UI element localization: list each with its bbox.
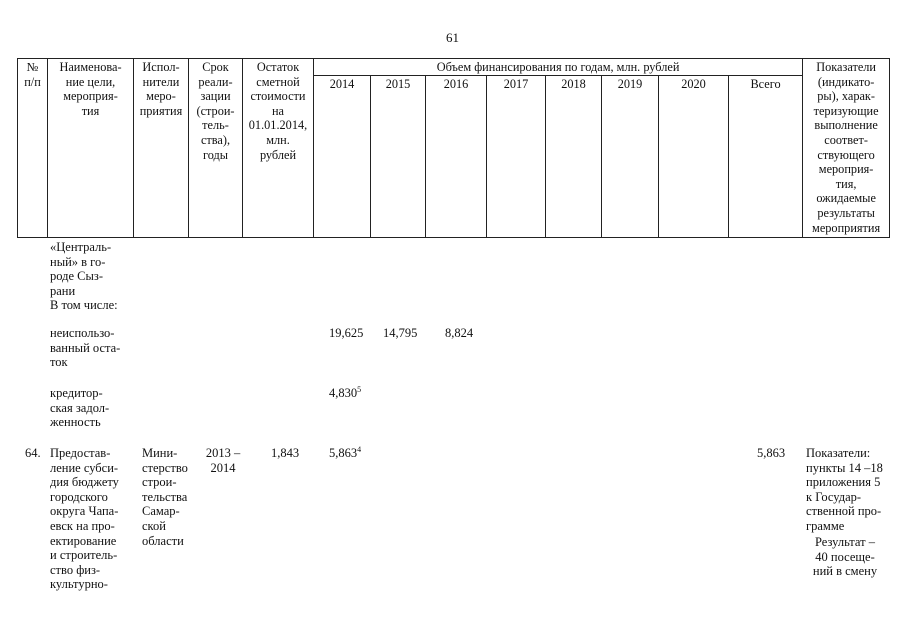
header-col-remainder: Остаток сметной стоимости на 01.01.2014, млн. рублей [243,59,314,238]
page-number: 61 [446,30,459,45]
header-col-indicators: Показатели (индикато- ры), харак- теризующие выполнение соответ- ствующего мероприя- тия, ожидаемые результаты мероприятия [803,59,890,238]
unused-2015-value: 14,795 [383,326,418,340]
header-col-name: Наименова- ние цели, мероприя- тия [48,59,134,238]
footnote-marker: 5 [357,384,362,394]
row-64-total: 5,863 [757,446,786,460]
header-year-2018: 2018 [546,75,602,237]
header-col-financing: Объем финансирования по годам, млн. рублей [314,59,803,76]
header-year-2015: 2015 [371,75,426,237]
row-64-indicators: Показатели: пункты 14 –18 приложения 5 к Государ- ственной про- грамме [806,446,883,533]
header-col-term: Срок реали- зации (строи- тель- ства), годы [189,59,243,238]
row-64-executor: Мини- стерство строи- тельства Самар- ской области [142,446,188,548]
header-year-2019: 2019 [602,75,659,237]
row-64-term: 2013 – 2014 [205,446,241,475]
creditor-debt-name: кредитор- ская задол- женность [50,386,110,430]
header-year-2017: 2017 [487,75,546,237]
header-year-2016: 2016 [426,75,487,237]
header-year-2014: 2014 [314,75,371,237]
unused-2016-value: 8,824 [445,326,474,340]
unused-remainder-name: неиспользо- ванный оста- ток [50,326,121,370]
row-64-name: Предостав- ление субси- дия бюджету городского округа Чапа- евск на про- ектирование и строитель- ство физ- культурно- [50,446,119,592]
header-year-total: Всего [729,75,803,237]
creditor-2014-value: 4,830$^5$ [329,384,362,400]
footnote-marker: 4 [357,444,362,454]
row-64-2014-value: 5,863$^4$ [329,444,362,460]
row-64-result: Результат – 40 посеще- ний в смену [812,535,878,579]
row-64-number: 64. [25,446,41,460]
unused-2014-value: 19,625 [329,326,364,340]
header-col-number: № п/п [18,59,48,238]
continuation-name: «Централь- ный» в го- роде Сыз- рани В том числе: [50,240,118,313]
header-table [17,58,890,238]
row-64-remainder: 1,843 [271,446,300,460]
header-col-executors: Испол- нители меро- приятия [134,59,189,238]
header-year-2020: 2020 [659,75,729,237]
